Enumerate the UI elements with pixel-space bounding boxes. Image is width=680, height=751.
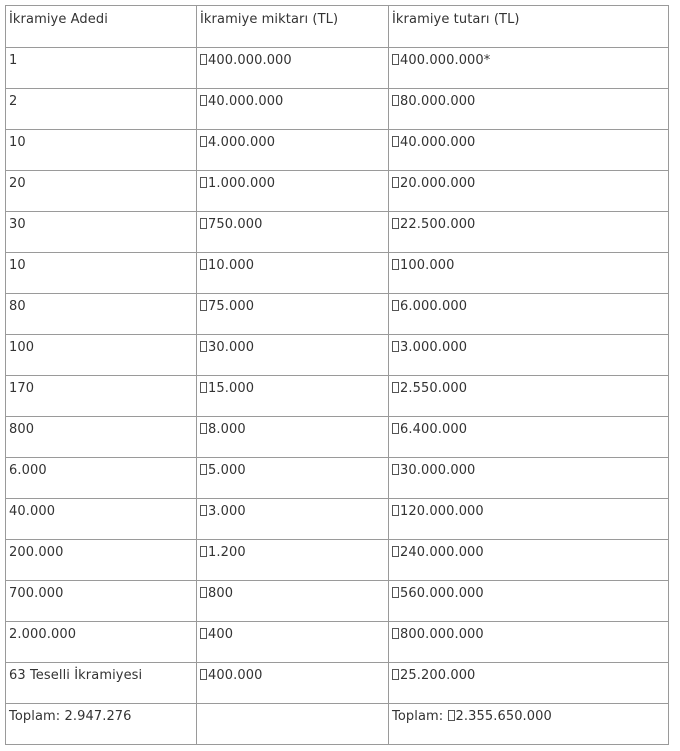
cell-amount: [197, 171, 389, 212]
cell-total-value: 240.000.000: [400, 545, 484, 560]
cell-count: 80: [6, 294, 197, 335]
cell-total-value: 20.000.000: [400, 176, 476, 191]
cell-amount: [197, 376, 389, 417]
cell-amount: [197, 417, 389, 458]
cell-amount-value: 4.000.000: [208, 135, 276, 150]
table-row: [6, 540, 669, 581]
cell-amount-value: 75.000: [208, 299, 255, 314]
lira-icon: [200, 628, 207, 639]
lira-icon: [200, 464, 207, 475]
table-row: [6, 89, 669, 130]
table-row: [6, 171, 669, 212]
footer-total: [389, 704, 669, 745]
table-row: [6, 335, 669, 376]
cell-count: 30: [6, 212, 197, 253]
cell-count: 200.000: [6, 540, 197, 581]
lira-icon: [200, 218, 207, 229]
table-row: [6, 458, 669, 499]
cell-total-value: 25.200.000: [400, 668, 476, 683]
cell-count: 800: [6, 417, 197, 458]
cell-count: 10: [6, 130, 197, 171]
lira-icon: [200, 177, 207, 188]
prize-table: [5, 5, 669, 745]
lira-icon: [448, 710, 455, 721]
cell-total-value: 6.000.000: [400, 299, 468, 314]
table-row: [6, 212, 669, 253]
lira-icon: [392, 505, 399, 516]
lira-icon: [392, 300, 399, 311]
lira-icon: [392, 95, 399, 106]
table-row: [6, 581, 669, 622]
cell-amount: [197, 499, 389, 540]
cell-amount: [197, 294, 389, 335]
cell-amount: [197, 335, 389, 376]
cell-amount: [197, 130, 389, 171]
table-body: [6, 48, 669, 704]
cell-total: [389, 294, 669, 335]
cell-amount-value: 750.000: [208, 217, 263, 232]
table-row: [6, 663, 669, 704]
cell-amount: [197, 458, 389, 499]
cell-amount: [197, 212, 389, 253]
cell-amount-value: 40.000.000: [208, 94, 284, 109]
lira-icon: [200, 54, 207, 65]
cell-total-value: 2.550.000: [400, 381, 468, 396]
lira-icon: [392, 587, 399, 598]
cell-count: 1: [6, 48, 197, 89]
cell-total-value: 40.000.000: [400, 135, 476, 150]
table-row: [6, 376, 669, 417]
cell-count: 63 Teselli İkramiyesi: [6, 663, 197, 704]
footer-count: Toplam: 2.947.276: [6, 704, 197, 745]
lira-icon: [200, 382, 207, 393]
footer-total-prefix: Toplam:: [392, 709, 448, 724]
cell-total-value: 3.000.000: [400, 340, 468, 355]
cell-amount-value: 5.000: [208, 463, 246, 478]
cell-amount: [197, 622, 389, 663]
cell-total-value: 120.000.000: [400, 504, 484, 519]
lira-icon: [392, 136, 399, 147]
table-row: [6, 48, 669, 89]
lira-icon: [392, 464, 399, 475]
header-total: İkramiye tutarı (TL): [389, 6, 669, 48]
cell-count: 40.000: [6, 499, 197, 540]
cell-total-value: 6.400.000: [400, 422, 468, 437]
lira-icon: [392, 546, 399, 557]
cell-total: [389, 581, 669, 622]
cell-total: [389, 335, 669, 376]
lira-icon: [200, 669, 207, 680]
cell-count: 20: [6, 171, 197, 212]
cell-total-value: 22.500.000: [400, 217, 476, 232]
cell-total: [389, 376, 669, 417]
cell-amount-value: 3.000: [208, 504, 246, 519]
cell-total-value: 100.000: [400, 258, 455, 273]
cell-total: [389, 540, 669, 581]
cell-total: [389, 130, 669, 171]
cell-count: 6.000: [6, 458, 197, 499]
lira-icon: [200, 259, 207, 270]
cell-amount: [197, 581, 389, 622]
lira-icon: [392, 423, 399, 434]
cell-amount: [197, 540, 389, 581]
table-row: [6, 499, 669, 540]
cell-amount-value: 400.000: [208, 668, 263, 683]
cell-total: [389, 48, 669, 89]
cell-total-value: 80.000.000: [400, 94, 476, 109]
cell-amount: [197, 89, 389, 130]
lira-icon: [200, 341, 207, 352]
cell-amount-value: 8.000: [208, 422, 246, 437]
cell-amount: [197, 48, 389, 89]
cell-total: [389, 417, 669, 458]
cell-amount-value: 15.000: [208, 381, 255, 396]
lira-icon: [392, 54, 399, 65]
lira-icon: [200, 136, 207, 147]
footer-total-value: 2.355.650.000: [455, 709, 552, 724]
table-row: [6, 253, 669, 294]
header-count: İkramiye Adedi: [6, 6, 197, 48]
lira-icon: [200, 505, 207, 516]
cell-total: [389, 499, 669, 540]
cell-total: [389, 622, 669, 663]
cell-total: [389, 212, 669, 253]
cell-total-value: 400.000.000*: [400, 53, 491, 68]
lira-icon: [392, 669, 399, 680]
lira-icon: [200, 546, 207, 557]
lira-icon: [392, 259, 399, 270]
cell-count: 100: [6, 335, 197, 376]
lira-icon: [200, 587, 207, 598]
cell-amount-value: 10.000: [208, 258, 255, 273]
cell-count: 2: [6, 89, 197, 130]
cell-amount-value: 1.200: [208, 545, 246, 560]
lira-icon: [200, 423, 207, 434]
cell-count: 10: [6, 253, 197, 294]
table-row: [6, 130, 669, 171]
cell-total: [389, 171, 669, 212]
header-amount: İkramiye miktarı (TL): [197, 6, 389, 48]
lira-icon: [392, 218, 399, 229]
lira-icon: [200, 300, 207, 311]
footer-amount: [197, 704, 389, 745]
cell-total-value: 30.000.000: [400, 463, 476, 478]
cell-amount-value: 30.000: [208, 340, 255, 355]
cell-total-value: 800.000.000: [400, 627, 484, 642]
cell-count: 2.000.000: [6, 622, 197, 663]
table-row: [6, 294, 669, 335]
cell-amount-value: 400.000.000: [208, 53, 292, 68]
lira-icon: [392, 341, 399, 352]
cell-total: [389, 253, 669, 294]
table-row: [6, 622, 669, 663]
cell-amount: [197, 663, 389, 704]
cell-total: [389, 663, 669, 704]
table-header-row: [6, 6, 669, 48]
lira-icon: [392, 177, 399, 188]
cell-total-value: 560.000.000: [400, 586, 484, 601]
cell-amount-value: 400: [208, 627, 234, 642]
table-row: [6, 417, 669, 458]
cell-total: [389, 89, 669, 130]
table-footer-row: [6, 704, 669, 745]
cell-count: 170: [6, 376, 197, 417]
cell-total: [389, 458, 669, 499]
lira-icon: [200, 95, 207, 106]
lira-icon: [392, 628, 399, 639]
cell-amount-value: 800: [208, 586, 234, 601]
cell-count: 700.000: [6, 581, 197, 622]
cell-amount-value: 1.000.000: [208, 176, 276, 191]
lira-icon: [392, 382, 399, 393]
cell-amount: [197, 253, 389, 294]
